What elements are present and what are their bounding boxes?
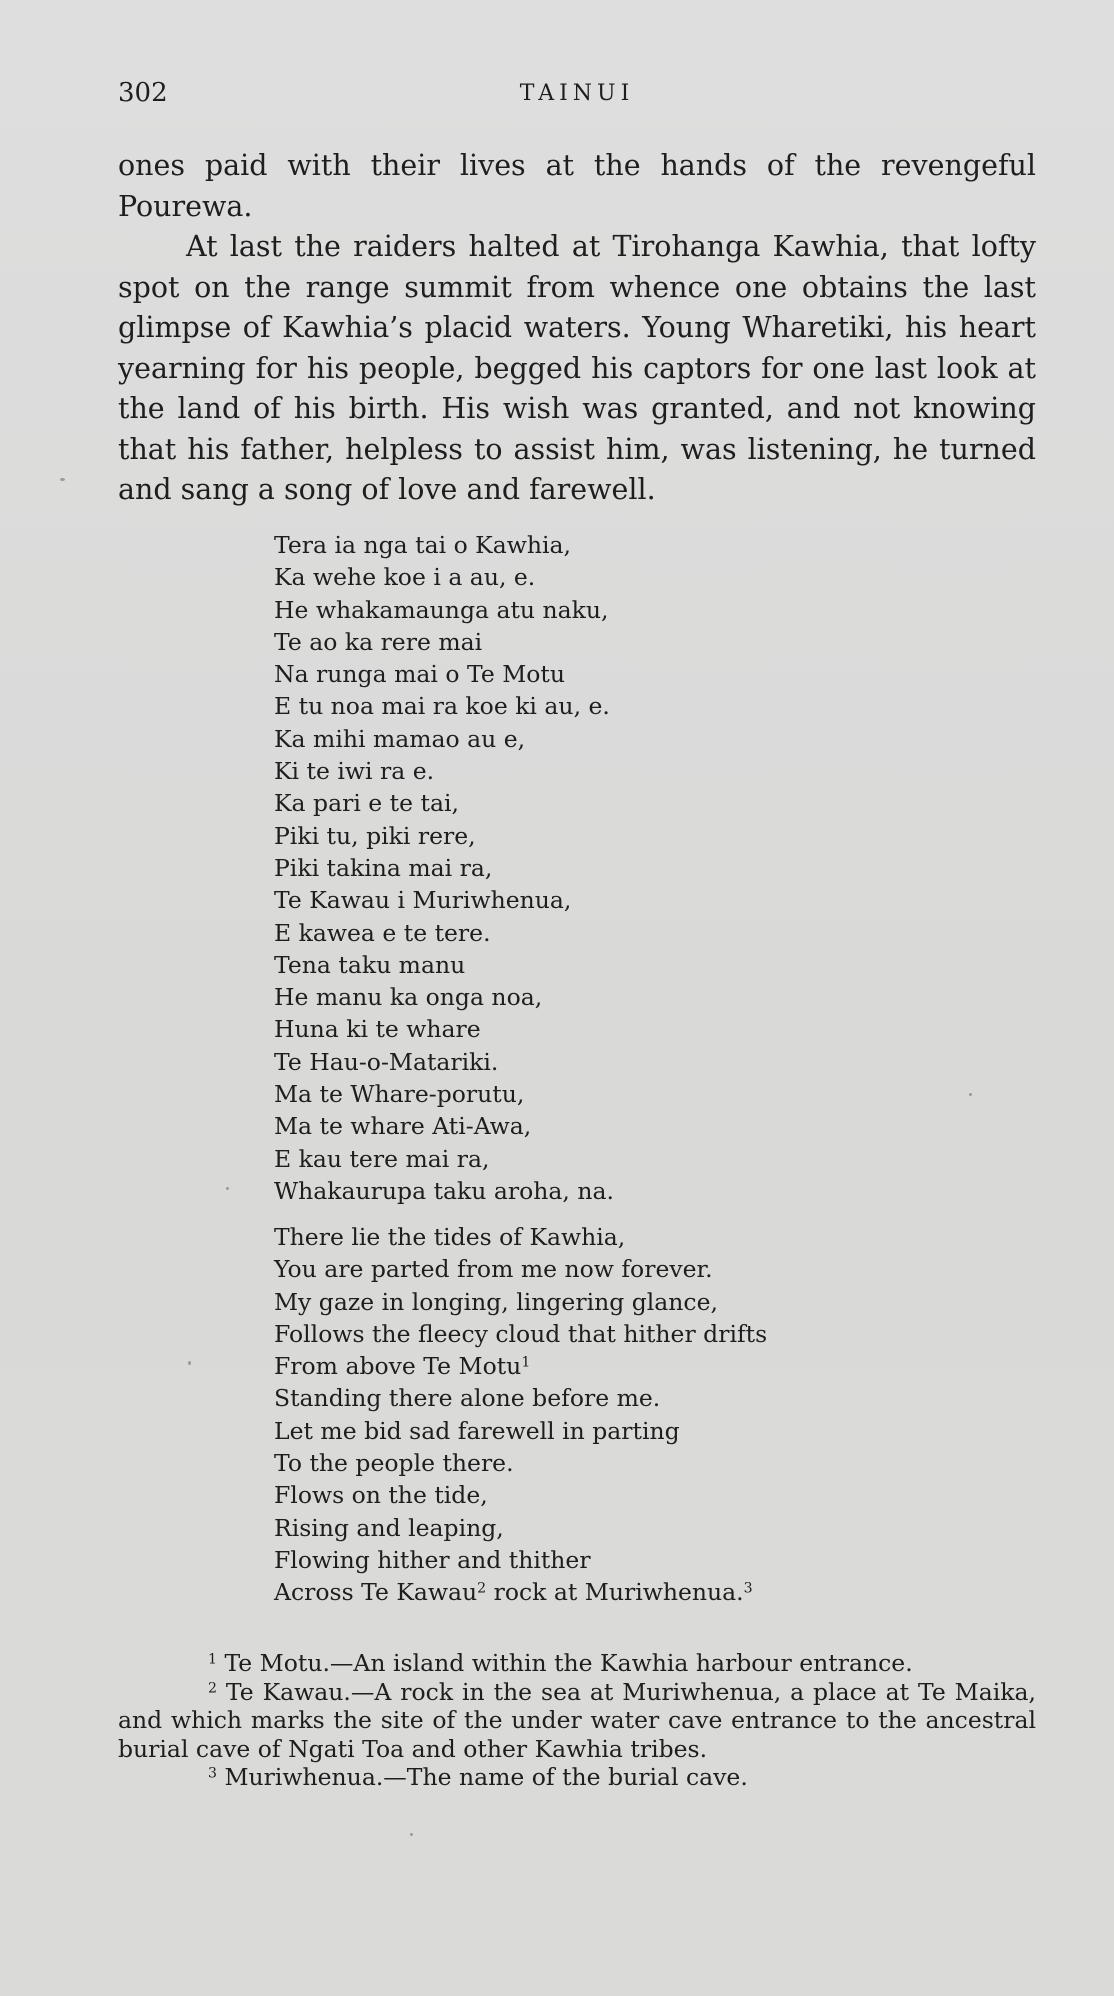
footnote-mark: 2 [477,1580,487,1597]
paper-speck [60,478,65,481]
footnote [118,1763,1036,1792]
poem-line: He manu ka onga noa, [274,983,543,1012]
poem-line: Huna ki te whare [274,1015,481,1044]
poem-line: Standing there alone before me. [274,1384,661,1413]
paper-speck [188,1361,191,1365]
poem-line: Tena taku manu [274,950,466,979]
poem-line: You are parted from me now forever. [274,1255,713,1284]
poem-line: Ka mihi mamao au e, [274,724,526,753]
poem-line: Piki takina mai ra, [274,853,493,882]
footnote-text: Muriwhenua.—The name of the burial cave. [216,1763,748,1791]
footnote-number: 2 [208,1679,217,1696]
paper-speck [226,1187,229,1190]
paper-speck [969,1093,972,1096]
poem-line: E kau tere mai ra, [274,1144,490,1173]
poem-line-text: Across Te Kawau [274,1578,478,1607]
footnote-number: 3 [208,1765,217,1782]
poem-line: Flows on the tide, [274,1481,488,1510]
poem-line: Ka pari e te tai, [274,789,459,818]
poem-line: Ka wehe koe i a au, e. [274,563,536,592]
body-text [118,146,1036,511]
footnote [118,1678,1036,1764]
poem-line: Tera ia nga tai o Kawhia, [274,531,571,559]
poem-line: To the people there. [274,1449,514,1478]
page-number: 302 [118,78,168,108]
footnotes [118,1649,1036,1792]
footnote [118,1649,1036,1678]
poem-line-text: rock at Muriwhenua. [486,1578,744,1607]
footnote-number: 1 [208,1651,217,1668]
poem-line: He whakamaunga atu naku, [274,595,609,624]
paragraph-continued: ones paid with their lives at the hands of the revengeful Pourewa. [118,149,1036,223]
poem-line: Follows the fleecy cloud that hither drifts [274,1319,768,1348]
poem-line: Whakaurupa taku aroha, na. [274,1176,614,1205]
poem-line: Te Hau-o-Matariki. [274,1047,499,1076]
poem-line [274,1576,974,1608]
poem-line: Te ao ka rere mai [274,627,483,656]
poem-line: My gaze in longing, lingering glance, [274,1287,718,1316]
poem-line: Te Kawau i Muriwhenua, [274,886,572,915]
poem-line: E tu noa mai ra koe ki au, e. [274,692,610,721]
poem-english [274,1221,974,1609]
poem-line: Piki tu, piki rere, [274,821,476,850]
running-head [118,78,1036,114]
poem-line: Ki te iwi ra e. [274,757,435,786]
footnote-text: Te Kawau.—A rock in the sea at Muriwhenua, a place at Te Maika, and which marks the site of the under water cave entrance to the ancestral burial cave of Ngati Toa and other Kawhia tribes. [118,1677,1036,1763]
poem-line: Ma te whare Ati-Awa, [274,1112,532,1141]
poem-line: E kawea e te tere. [274,918,491,947]
poem-line-text: From above Te Motu [274,1352,522,1381]
poem-line: Let me bid sad farewell in parting [274,1416,680,1445]
footnote-mark: 3 [743,1580,753,1597]
poem-maori [274,529,974,1207]
footnote-text: Te Motu.—An island within the Kawhia harbour entrance. [216,1649,913,1677]
poem-line: Ma te Whare-porutu, [274,1080,525,1109]
paragraph-raiders-halted: At last the raiders halted at Tirohanga Kawhia, that lofty spot on the range summit from whence one obtains the last glimpse of Kawhia’s placid waters. Young Wharetiki, his heart yearning for his people, begged his captors for one last look at the land of his birth. His wish was granted, and not knowing that his father, helpless to assist him, was listening, he turned and sang a song of love and farewell. [118,230,1036,506]
poem-line [274,1350,974,1382]
running-title: TAINUI [519,81,635,106]
poem-line: Rising and leaping, [274,1513,504,1542]
poem-line: Flowing hither and thither [274,1545,591,1574]
footnote-mark: 1 [521,1354,531,1371]
paper-speck [410,1833,413,1836]
poem-line: Na runga mai o Te Motu [274,660,565,689]
poem-line: There lie the tides of Kawhia, [274,1223,626,1251]
